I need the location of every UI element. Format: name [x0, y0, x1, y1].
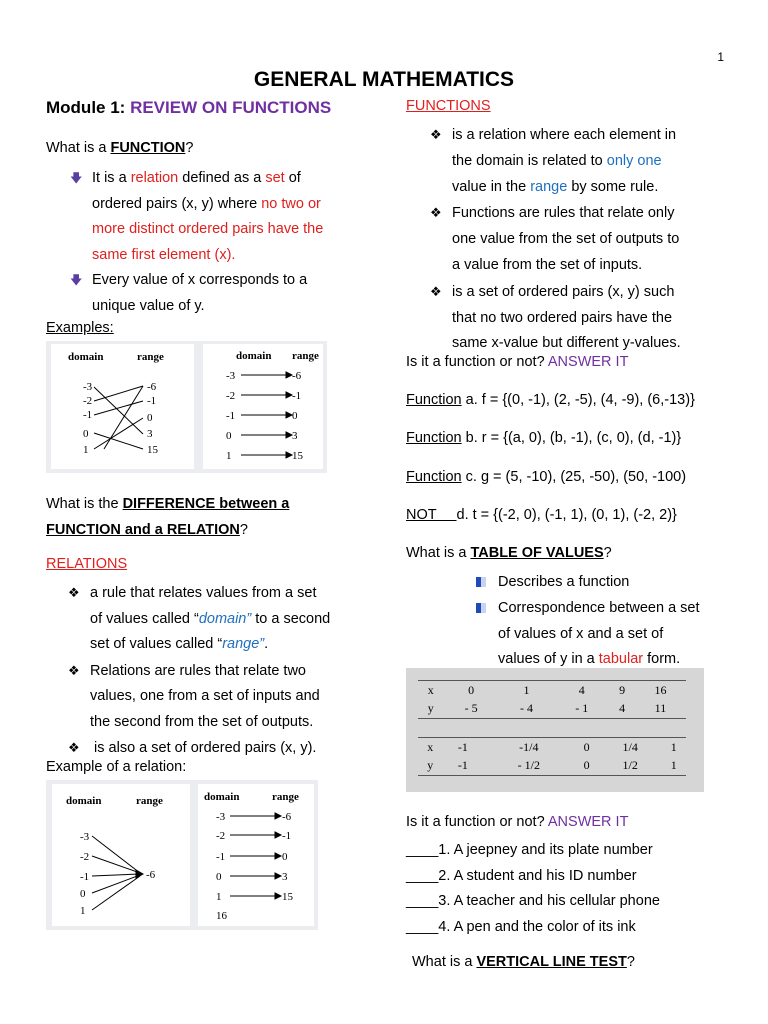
svg-text:range: range: [292, 350, 319, 362]
diamond-bullet-icon: ❖: [68, 585, 80, 600]
ex1-domain: 1: [83, 444, 89, 456]
svg-text:3: 3: [282, 871, 288, 883]
blanks-list: [406, 838, 660, 940]
example-relation-label: Example of a relation:: [46, 759, 187, 775]
page-title: GENERAL MATHEMATICS: [253, 68, 515, 91]
svg-text:-6: -6: [282, 811, 292, 823]
question-answer-2: Is it a function or not? ANSWER IT: [406, 814, 629, 830]
svg-text:1: 1: [226, 450, 232, 462]
range-label: range: [137, 351, 164, 363]
examples-figure: [46, 341, 327, 473]
functions-heading: FUNCTIONS: [406, 98, 491, 114]
arrow-bullet-icon: 🡇: [70, 273, 83, 287]
item-c: Function c. g = (5, -10), (25, -50), (50, -100): [406, 469, 687, 485]
table-desc: Describes a function Correspondence between a set of values of x and a set of values of y in a tabular form.: [476, 570, 700, 673]
item-a: Function a. f = {(0, -1), (2, -5), (4, -9), (6,-13)}: [406, 392, 695, 408]
svg-text:domain: domain: [236, 350, 272, 362]
svg-text:15: 15: [292, 450, 303, 462]
question-answer-1: Is it a function or not? ANSWER IT: [406, 354, 629, 370]
ex1-domain: -2: [83, 395, 93, 407]
rel-domain: -1: [80, 871, 90, 883]
svg-text:16: 16: [216, 910, 227, 922]
diamond-bullet-icon: ❖: [430, 283, 442, 299]
ex1-domain: -3: [83, 381, 93, 393]
values-table-1: x 0 1 4 9 16 y - 5 - 4 - 1 4 11: [418, 680, 686, 719]
diamond-bullet-icon: ❖: [68, 662, 80, 678]
diamond-bullet-icon: ❖: [430, 127, 442, 142]
item-d: NOT d. t = {(-2, 0), (-1, 1), (0, 1), (-2, 2)}: [406, 507, 677, 523]
functions-list: ❖ is a relation where each element in the domain is related to only one value in the range by some rule. ❖ Functions are rules that relate only one value from the set of outputs to a value from the set of inputs. ❖ is a set of ordered pairs (x, y) such that no two ordered pairs have the same x-value but different y-values.: [430, 122, 681, 357]
ex1-range: 0: [147, 412, 153, 424]
item-b: Function b. r = {(a, 0), (b, -1), (c, 0), (d, -1)}: [406, 430, 682, 446]
rel-domain: -2: [80, 851, 90, 863]
domain-label: domain: [68, 351, 104, 363]
mapping-diagram-1: [46, 341, 327, 473]
svg-text:0: 0: [282, 851, 288, 863]
diamond-bullet-icon: ❖: [68, 740, 80, 755]
svg-text:domain: domain: [204, 791, 240, 803]
rel-domain: 1: [80, 905, 86, 917]
question-difference: What is the DIFFERENCE between a FUNCTION and a RELATION?: [46, 496, 290, 538]
blank-item: ____2. A student and his ID number: [406, 867, 637, 884]
svg-text:-2: -2: [216, 830, 226, 842]
ex1-domain: -1: [83, 409, 93, 421]
question-function: What is a FUNCTION?: [46, 140, 194, 156]
svg-text:-1: -1: [282, 830, 292, 842]
svg-text:1: 1: [216, 891, 222, 903]
svg-text:-3: -3: [226, 370, 236, 382]
relation-diagram: [46, 780, 318, 930]
page-number: 1: [717, 50, 724, 64]
rel-domain: 0: [80, 888, 86, 900]
svg-text:3: 3: [292, 430, 298, 442]
arrow-bullet-icon: 🡇: [70, 171, 83, 185]
examples-label: Examples:: [46, 320, 114, 336]
svg-text:range: range: [272, 791, 299, 803]
definition-2: 🡇 Every value of x corresponds to a unique value of y.: [70, 268, 307, 319]
ex1-range: -1: [147, 395, 157, 407]
svg-text:0: 0: [226, 430, 232, 442]
definition-1: 🡇 It is a relation defined as a set of ordered pairs (x, y) where no two or more distinct ordered pairs have the same first element (x).: [70, 166, 323, 268]
svg-text:-1: -1: [292, 390, 302, 402]
blank-item: ____1. A jeepney and its plate number: [406, 842, 653, 858]
values-table-2: x -1 -1/4 0 1/4 1 y -1 - 1/2 0 1/2 1: [418, 737, 686, 776]
relations-heading: RELATIONS: [46, 556, 128, 572]
ex1-range: 3: [147, 428, 153, 440]
svg-text:-2: -2: [226, 390, 236, 402]
ex1-domain: 0: [83, 428, 89, 440]
svg-text:domain: domain: [66, 795, 102, 807]
relation-figure: [46, 780, 318, 930]
diamond-bullet-icon: ❖: [430, 205, 442, 221]
ex1-range: 15: [147, 444, 158, 456]
svg-text:-3: -3: [216, 811, 226, 823]
svg-text:-1: -1: [216, 851, 226, 863]
ex1-range: -6: [147, 381, 157, 393]
square-bullet-icon: [476, 577, 486, 587]
question-vlt: What is a VERTICAL LINE TEST?: [412, 954, 635, 970]
module-heading: Module 1: REVIEW ON FUNCTIONS: [46, 98, 332, 117]
svg-text:-1: -1: [226, 410, 236, 422]
svg-text:0: 0: [216, 871, 222, 883]
svg-text:-6: -6: [292, 370, 302, 382]
rel-range: -6: [146, 869, 156, 881]
svg-text:15: 15: [282, 891, 293, 903]
blank-item: ____4. A pen and the color of its ink: [406, 918, 636, 935]
blank-item: ____3. A teacher and his cellular phone: [406, 893, 660, 909]
rel-domain: -3: [80, 831, 90, 843]
square-bullet-icon: [476, 603, 486, 613]
relations-list: ❖ a rule that relates values from a set of values called “domain” to a second set of values called “range”. ❖ Relations are rules that relate two values, one from a set of inputs and the second from the set of outputs. ❖ is also a set of ordered pairs (x, y).: [68, 580, 330, 762]
svg-text:0: 0: [292, 410, 298, 422]
question-table: What is a TABLE OF VALUES?: [406, 545, 612, 561]
svg-text:range: range: [136, 795, 163, 807]
table-of-values-figure: [406, 668, 704, 792]
